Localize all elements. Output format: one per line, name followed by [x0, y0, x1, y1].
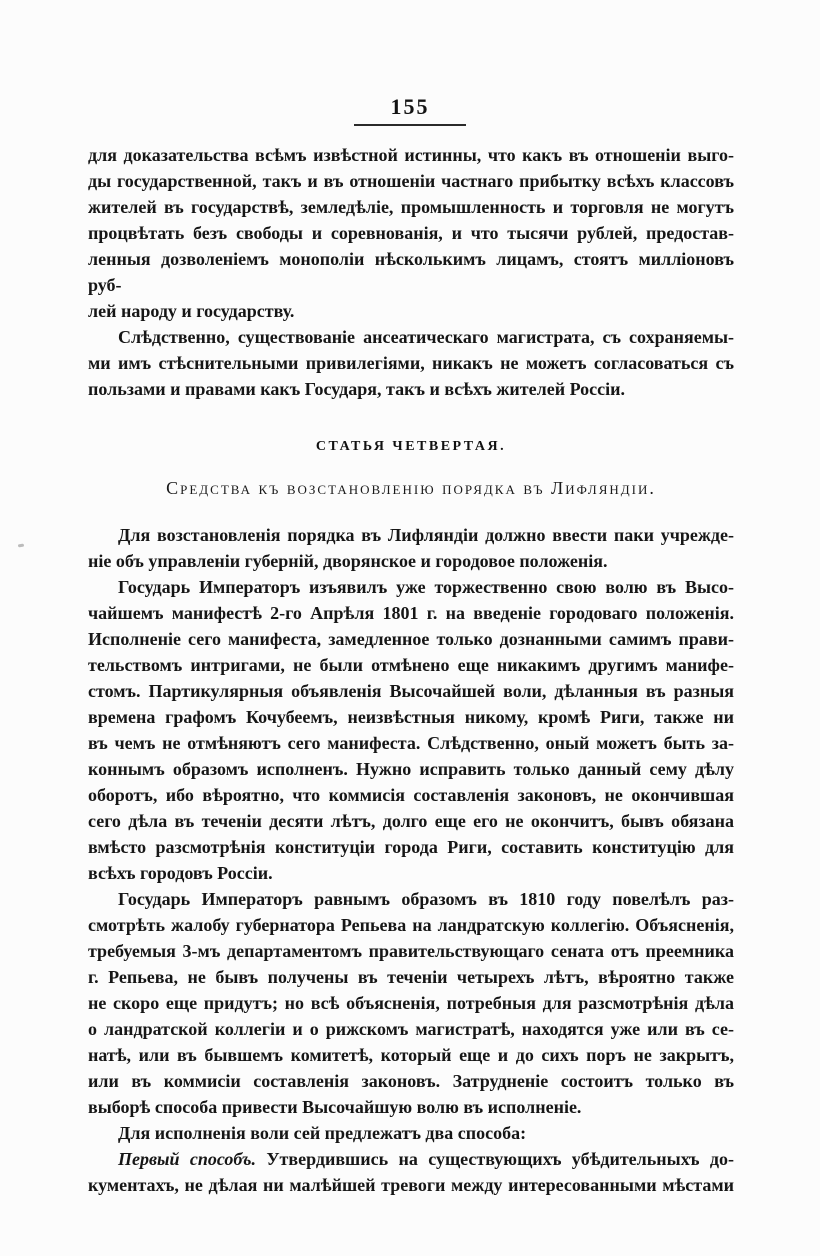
text-line: смотрѣть жалобу губернатора Репьева на ландратскую коллегію. Объясненія,: [88, 915, 734, 935]
text-line: лей народу и государству.: [88, 301, 295, 321]
text-line: ніе объ управленіи губерній, дворянское и городовое положенія.: [88, 551, 608, 571]
text-line: натѣ, или въ бывшемъ комитетѣ, который еще и до сихъ поръ не закрытъ,: [88, 1045, 734, 1065]
text-line: Исполненіе сего манифеста, замедленное только дознанными самимъ прави-: [88, 629, 734, 649]
italic-lead: Первый способъ.: [118, 1149, 256, 1169]
text-line: вмѣсто разсмотрѣнія конституціи города Риги, составить конституцію для: [88, 837, 734, 857]
text-line: коннымъ образомъ исполненъ. Нужно исправить только данный сему дѣлу: [88, 759, 734, 779]
text-line: выборѣ способа привести Высочайшую волю въ исполненіе.: [88, 1097, 582, 1117]
article-subheading: Средства къ возстановленію порядка въ Лифляндіи.: [166, 478, 656, 498]
paragraphs-before-heading: [88, 142, 734, 402]
page-number: 155: [390, 94, 430, 119]
text-line: жителей въ государствѣ, земледѣліе, промышленность и торговля не могутъ: [88, 197, 734, 217]
page-number-rule: [354, 124, 466, 126]
text-line: чайшемъ манифестѣ 2-го Апрѣля 1801 г. на введеніе городоваго положенія.: [88, 603, 734, 623]
article-heading: СТАТЬЯ ЧЕТВЕРТАЯ.: [315, 439, 507, 454]
text-line: оборотъ, ибо вѣроятно, что коммисія составленія законовъ, не окончившая: [88, 785, 734, 805]
text-line: о ландратской коллегіи и о рижскомъ магистратѣ, находятся уже или въ се-: [88, 1019, 734, 1039]
text-line: пользами и правами какъ Государя, такъ и всѣхъ жителей Россіи.: [88, 379, 625, 399]
text-line: ды государственной, такъ и въ отношеніи частнаго прибытку всѣхъ классовъ: [88, 171, 734, 191]
text-line: сего дѣла въ теченіи десяти лѣтъ, долго еще его не окончитъ, бывъ обязана: [88, 811, 734, 831]
text-line: Слѣдственно, существованіе ансеатическаго магистрата, съ сохраняемы-: [118, 327, 734, 347]
paragraphs-after-heading: [88, 522, 734, 1198]
text-line: процвѣтать безъ свободы и соревнованія, и что тысячи рублей, предостав-: [88, 223, 734, 243]
text-line: всѣхъ городовъ Россіи.: [88, 863, 273, 883]
text-line: кументахъ, не дѣлая ни малѣйшей тревоги между интересованными мѣстами: [88, 1175, 734, 1195]
text-line: Первый способъ. Утвердившись на существующихъ убѣдительныхъ до-: [118, 1149, 734, 1169]
text-line: для доказательства всѣмъ извѣстной истинны, что какъ въ отношеніи выго-: [88, 145, 734, 165]
text-line: ми имъ стѣснительными привилегіями, никакъ не можетъ согласоваться съ: [88, 353, 734, 373]
text-line: тельствомъ интригами, не были отмѣнено еще никакимъ другимъ манифе-: [88, 655, 734, 675]
text-line: въ чемъ не отмѣняютъ сего манифеста. Слѣдственно, оный можетъ быть за-: [88, 733, 734, 753]
text-line: Для возстановленія порядка въ Лифляндіи должно ввести паки учрежде-: [118, 525, 734, 545]
body-text: [88, 142, 734, 1198]
text-line: Государь Императоръ равнымъ образомъ въ 1810 году повелѣлъ раз-: [118, 889, 734, 909]
text-line: стомъ. Партикулярныя объявленія Высочайшей воли, дѣланныя въ разныя: [88, 681, 734, 701]
text-line: Для исполненія воли сей предлежатъ два способа:: [118, 1123, 527, 1143]
scan-speck: [18, 544, 24, 548]
text-line: г. Репьева, не бывъ получены въ теченіи четырехъ лѣтъ, вѣроятно также: [88, 967, 734, 987]
text-line: ленныя дозволеніемъ монополіи нѣсколькимъ лицамъ, стоятъ милліоновъ руб-: [88, 249, 734, 295]
text-line: или въ коммисіи составленія законовъ. Затрудненіе состоитъ только въ: [88, 1071, 734, 1091]
text-line: времена графомъ Кочубеемъ, неизвѣстныя никому, кромѣ Риги, также ни: [88, 707, 734, 727]
text-line: Государь Императоръ изъявилъ уже торжественно свою волю въ Высо-: [118, 577, 734, 597]
text-line: не скоро еще придутъ; но всѣ объясненія, потребныя для разсмотрѣнія дѣла: [88, 993, 734, 1013]
text-line: требуемыя 3-мъ департаментомъ правительствующаго сената отъ преемника: [88, 941, 734, 961]
